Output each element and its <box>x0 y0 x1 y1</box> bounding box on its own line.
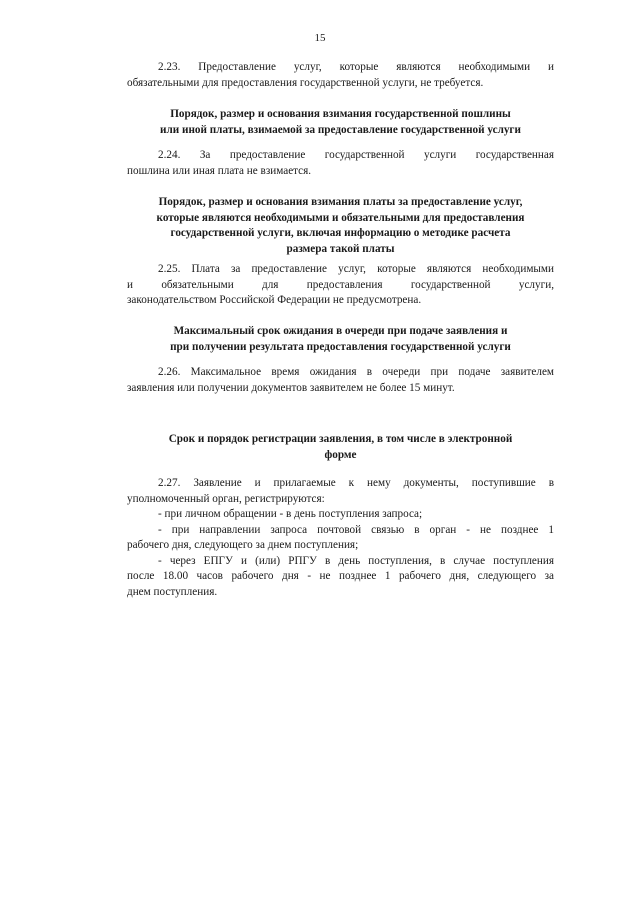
text-line: 2.27. Заявление и прилагаемые к нему документы, поступившие в <box>158 477 554 489</box>
text-line: рабочего дня, следующего за днем поступления; <box>127 539 359 551</box>
paragraph-2-24 <box>127 148 554 179</box>
list-item: - при направлении запроса почтовой связью в орган - не позднее 1 <box>158 523 554 536</box>
text-line: уполномоченный орган, регистрируются: <box>127 492 325 505</box>
paragraph-2-26 <box>127 365 554 396</box>
heading-line: Порядок, размер и основания взимания платы за предоставление услуг, <box>158 196 523 208</box>
text-line: обязательными для предоставления государственной услуги, не требуется. <box>127 76 484 89</box>
text-line: законодательством Российской Федерации не предусмотрена. <box>127 294 422 306</box>
heading-line: которые являются необходимыми и обязательными для предоставления <box>156 211 525 224</box>
page-number: 15 <box>314 32 326 44</box>
text-line: заявления или получении документов заявителем не более 15 минут. <box>127 381 455 394</box>
heading-line: Максимальный срок ожидания в очереди при подаче заявления и <box>173 325 508 337</box>
text-line: 2.26. Максимальное время ожидания в очереди при подаче заявителем <box>158 366 554 378</box>
heading-line: форме <box>324 448 357 461</box>
heading-payment <box>127 195 554 257</box>
text-line: днем поступления. <box>127 585 218 598</box>
text-line: после 18.00 часов рабочего дня - не позднее 1 рабочего дня, следующего за <box>127 570 554 582</box>
heading-queue <box>127 324 554 355</box>
heading-fee <box>127 107 554 138</box>
heading-line: или иной платы, взимаемой за предоставление государственной услуги <box>160 123 521 136</box>
paragraph-2-27 <box>127 476 554 600</box>
heading-line: размера такой платы <box>286 242 395 255</box>
text-line: 2.24. За предоставление государственной услуги государственная <box>158 149 554 161</box>
heading-registration <box>127 432 554 463</box>
list-item: - при личном обращении - в день поступления запроса; <box>158 508 423 520</box>
text-line: пошлина или иная плата не взимается. <box>127 164 312 177</box>
text-line: 2.25. Плата за предоставление услуг, которые являются необходимыми <box>158 263 554 275</box>
heading-line: при получении результата предоставления государственной услуги <box>170 340 511 353</box>
heading-line: Порядок, размер и основания взимания государственной пошлины <box>170 108 511 120</box>
heading-line: Срок и порядок регистрации заявления, в том числе в электронной <box>168 433 513 445</box>
list-item: - через ЕПГУ и (или) РПГУ в день поступления, в случае поступления <box>158 554 554 567</box>
paragraph-2-25 <box>127 262 554 309</box>
text-line: и обязательными для предоставления государственной услуги, <box>127 278 554 291</box>
paragraph-2-23 <box>127 60 554 91</box>
text-line: 2.23. Предоставление услуг, которые являются необходимыми и <box>158 61 554 73</box>
heading-line: государственной услуги, включая информацию о методике расчета <box>170 227 511 239</box>
